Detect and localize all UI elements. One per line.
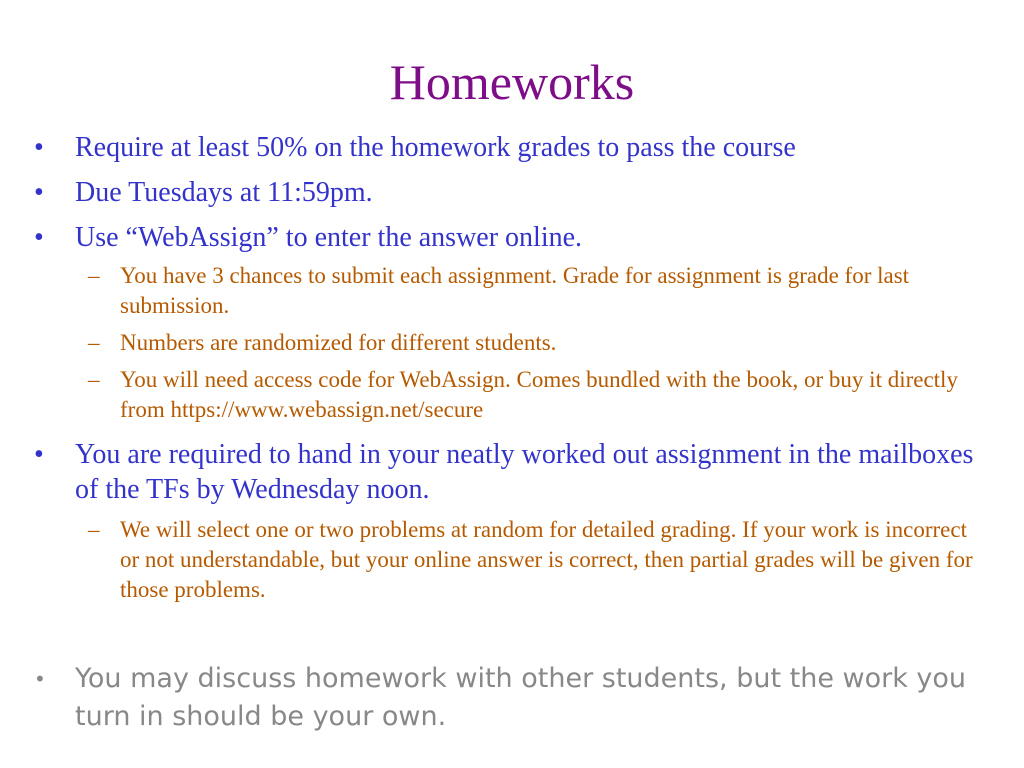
bullet-item <box>0 660 1024 736</box>
bullet-text: Use “WebAssign” to enter the answer online. <box>75 222 583 253</box>
bullet-text: You may discuss homework with other students, but the work you turn in should be your own. <box>75 663 967 732</box>
sub-bullet-item <box>0 261 1024 321</box>
bullet-text: Require at least 50% on the homework grades to pass the course <box>75 132 796 163</box>
last-bullet <box>0 660 1024 736</box>
bullet-text: You are required to hand in your neatly worked out assignment in the mailboxes of the TFs by Wednesday noon. <box>75 439 974 505</box>
sub-bullet-text: You have 3 chances to submit each assignment. Grade for assignment is grade for last submission. <box>120 263 910 318</box>
bullet-item <box>0 130 1024 165</box>
sub-bullet-text: You will need access code for WebAssign. Comes bundled with the book, or buy it directly from https://www.webassign.net/secure <box>120 367 958 422</box>
sub-bullet-item <box>0 328 1024 358</box>
sub-bullet-text: Numbers are randomized for different students. <box>120 330 557 355</box>
bullet-marker: • <box>34 177 44 208</box>
dash-marker: – <box>88 263 100 288</box>
bullet-item <box>0 220 1024 255</box>
sub-bullet-item <box>0 365 1024 425</box>
bullet-item <box>0 437 1024 507</box>
bullet-marker: • <box>34 439 44 470</box>
bullet-marker: • <box>34 132 44 163</box>
bullet-marker: • <box>34 222 44 253</box>
dash-marker: – <box>88 367 100 392</box>
slide-title: Homeworks <box>389 54 635 110</box>
dash-marker: – <box>88 517 100 542</box>
bullet-item <box>0 175 1024 210</box>
bullet-list <box>0 130 1024 605</box>
sub-bullet-text: We will select one or two problems at random for detailed grading. If your work is incorrect or not understandable, but your online answer is correct, then partial grades will be given for those problems. <box>120 517 973 602</box>
sub-bullet-item <box>0 515 1024 605</box>
dash-marker: – <box>88 330 100 355</box>
bullet-text: Due Tuesdays at 11:59pm. <box>75 177 373 208</box>
bullet-marker: • <box>34 667 46 691</box>
